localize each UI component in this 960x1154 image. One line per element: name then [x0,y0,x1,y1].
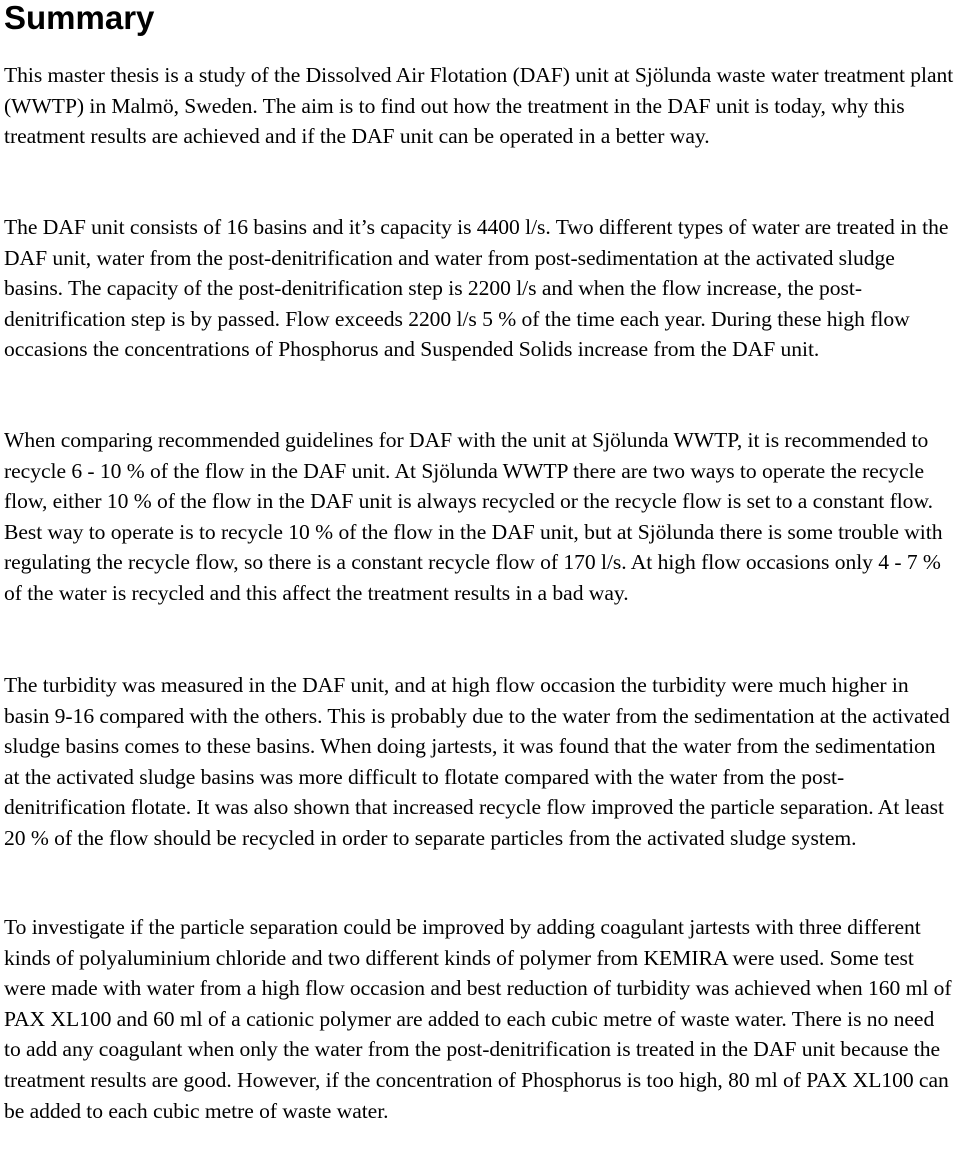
paragraph-turbidity: The turbidity was measured in the DAF unit, and at high flow occasion the turbidity were much higher in basin 9-16 compared with the others. This is probably due to the water from the sedimentation at the activated sludge basins comes to these basins. When doing jartests, it was found that the water from the sedimentation at the activated sludge basins was more difficult to flotate compared with the water from the post-denitrification flotate. It was also shown that increased recycle flow improved the particle separation. At least 20 % of the flow should be recycled in order to separate particles from the activated sludge system. [4,673,950,850]
paragraph-coagulant-tests: To investigate if the particle separation could be improved by adding coagulant jartests with three different kinds of polyaluminium chloride and two different kinds of polymer from KEMIRA were used. Some test were made with water from a high flow occasion and best reduction of turbidity was achieved when 160 ml of PAX XL100 and 60 ml of a cationic polymer are added to each cubic metre of waste water. There is no need to add any coagulant when only the water from the post-denitrification is treated in the DAF unit because the treatment results are good. However, if the concentration of Phosphorus is too high, 80 ml of PAX XL100 can be added to each cubic metre of waste water. [4,915,952,1123]
paragraph-introduction: This master thesis is a study of the Dissolved Air Flotation (DAF) unit at Sjölunda waste water treatment plant (WWTP) in Malmö, Sweden. The aim is to find out how the treatment in the DAF unit is today, why this treatment results are achieved and if the DAF unit can be operated in a better way. [4,63,954,149]
document-page [4,0,954,1123]
paragraph-daf-capacity: The DAF unit consists of 16 basins and it’s capacity is 4400 l/s. Two different types of water are treated in the DAF unit, water from the post-denitrification and water from post-sedimentation at the activated sludge basins. The capacity of the post-denitrification step is 2200 l/s and when the flow increase, the post-denitrification step is by passed. Flow exceeds 2200 l/s 5 % of the time each year. During these high flow occasions the concentrations of Phosphorus and Suspended Solids increase from the DAF unit. [4,215,949,362]
paragraph-recycle-guidelines: When comparing recommended guidelines for DAF with the unit at Sjölunda WWTP, it is recommended to recycle 6 - 10 % of the flow in the DAF unit. At Sjölunda WWTP there are two ways to operate the recycle flow, either 10 % of the flow in the DAF unit is always recycled or the recycle flow is set to a constant flow. Best way to operate is to recycle 10 % of the flow in the DAF unit, but at Sjölunda there is some trouble with regulating the recycle flow, so there is a constant recycle flow of 170 l/s. At high flow occasions only 4 - 7 % of the water is recycled and this affect the treatment results in a bad way. [4,428,943,605]
section-title: Summary [4,0,155,36]
